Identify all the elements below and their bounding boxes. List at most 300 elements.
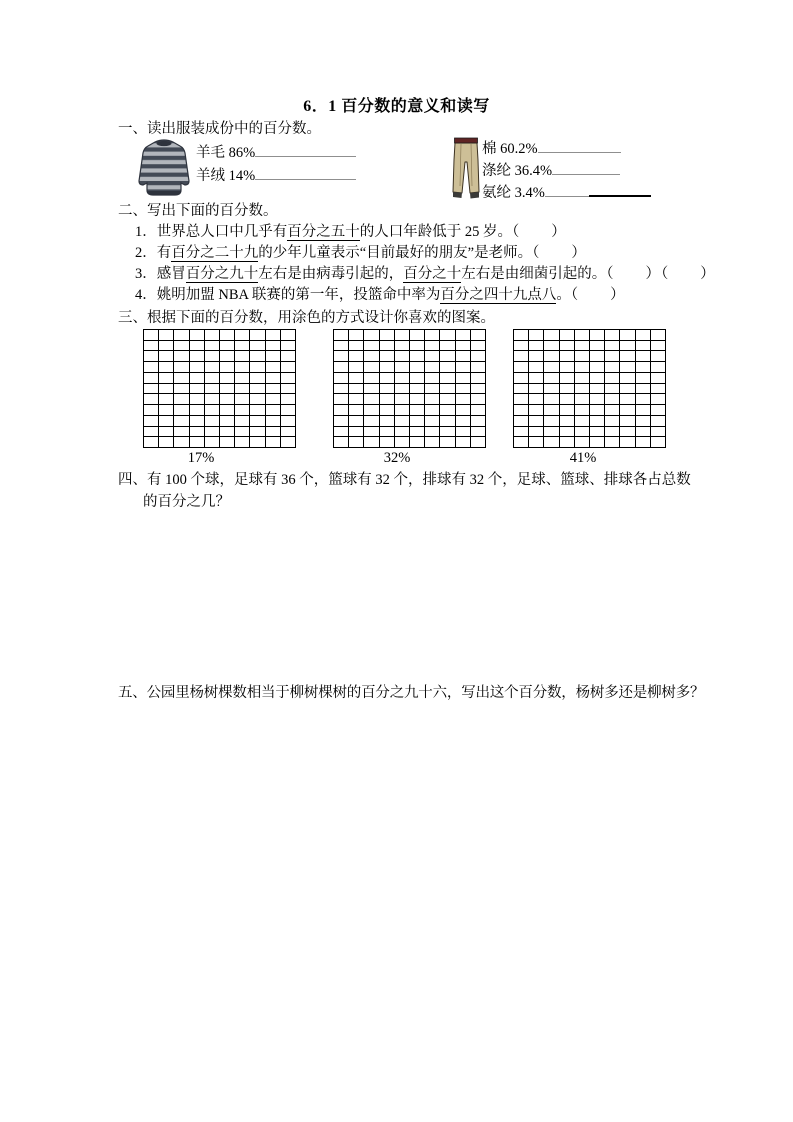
grid-cell[interactable] [560, 373, 575, 384]
grid-cell[interactable] [205, 362, 220, 373]
grid-cell[interactable] [560, 427, 575, 438]
grid-cell[interactable] [174, 416, 189, 427]
grid-cell[interactable] [529, 330, 544, 341]
grid-cell[interactable] [281, 341, 296, 352]
grid-cell[interactable] [544, 373, 559, 384]
grid-cell[interactable] [159, 351, 174, 362]
grid-cell[interactable] [250, 384, 265, 395]
grid-cell[interactable] [220, 351, 235, 362]
grid-cell[interactable] [205, 394, 220, 405]
grid-cell[interactable] [425, 427, 440, 438]
grid-cell[interactable] [620, 341, 635, 352]
grid-cell[interactable] [220, 373, 235, 384]
grid-cell[interactable] [605, 416, 620, 427]
grid-cell[interactable] [395, 362, 410, 373]
grid-cell[interactable] [349, 394, 364, 405]
grid-cell[interactable] [250, 437, 265, 448]
grid-cell[interactable] [281, 416, 296, 427]
grid-cell[interactable] [471, 437, 486, 448]
grid-cell[interactable] [560, 437, 575, 448]
grid-cell[interactable] [456, 427, 471, 438]
grid-cell[interactable] [250, 330, 265, 341]
grid-cell[interactable] [440, 341, 455, 352]
grid-cell[interactable] [174, 405, 189, 416]
grid-cell[interactable] [349, 362, 364, 373]
grid-cell[interactable] [425, 416, 440, 427]
grid-cell[interactable] [144, 373, 159, 384]
grid-cell[interactable] [440, 384, 455, 395]
grid-cell[interactable] [575, 394, 590, 405]
grid-cell[interactable] [620, 437, 635, 448]
grid-cell[interactable] [190, 351, 205, 362]
grid-cell[interactable] [190, 427, 205, 438]
grid-cell[interactable] [159, 416, 174, 427]
grid-cell[interactable] [349, 384, 364, 395]
grid-cell[interactable] [471, 416, 486, 427]
grid-cell[interactable] [190, 330, 205, 341]
grid-cell[interactable] [456, 384, 471, 395]
grid-cell[interactable] [590, 351, 605, 362]
grid-cell[interactable] [281, 330, 296, 341]
grid-cell[interactable] [575, 427, 590, 438]
grid-cell[interactable] [380, 427, 395, 438]
grid-cell[interactable] [235, 341, 250, 352]
grid-cell[interactable] [651, 427, 666, 438]
grid-cell[interactable] [590, 394, 605, 405]
grid-cell[interactable] [471, 373, 486, 384]
grid-cell[interactable] [159, 330, 174, 341]
grid-cell[interactable] [349, 330, 364, 341]
grid-cell[interactable] [440, 351, 455, 362]
grid-cell[interactable] [544, 427, 559, 438]
grid-cell[interactable] [425, 330, 440, 341]
grid-cell[interactable] [334, 437, 349, 448]
grid-cell[interactable] [456, 341, 471, 352]
grid-cell[interactable] [529, 373, 544, 384]
grid-cell[interactable] [425, 394, 440, 405]
grid-cell[interactable] [620, 351, 635, 362]
grid-cell[interactable] [349, 427, 364, 438]
grid-cell[interactable] [281, 394, 296, 405]
grid-cell[interactable] [514, 427, 529, 438]
answer-blank[interactable]: （ ） [512, 224, 567, 240]
grid-cell[interactable] [266, 384, 281, 395]
grid-cell[interactable] [174, 330, 189, 341]
grid-cell[interactable] [575, 416, 590, 427]
grid-cell[interactable] [410, 373, 425, 384]
grid-cell[interactable] [560, 416, 575, 427]
grid-cell[interactable] [410, 351, 425, 362]
grid-cell[interactable] [575, 437, 590, 448]
grid-cell[interactable] [334, 394, 349, 405]
grid-cell[interactable] [159, 405, 174, 416]
grid-cell[interactable] [651, 384, 666, 395]
grid-cell[interactable] [471, 427, 486, 438]
grid-cell[interactable] [364, 362, 379, 373]
grid-cell[interactable] [620, 330, 635, 341]
grid-cell[interactable] [266, 427, 281, 438]
grid-cell[interactable] [560, 330, 575, 341]
grid-cell[interactable] [605, 427, 620, 438]
grid-cell[interactable] [250, 427, 265, 438]
answer-underline[interactable] [255, 143, 356, 157]
grid-cell[interactable] [395, 394, 410, 405]
grid-cell[interactable] [235, 427, 250, 438]
grid-cell[interactable] [250, 416, 265, 427]
grid-cell[interactable] [380, 384, 395, 395]
grid-cell[interactable] [410, 437, 425, 448]
grid-cell[interactable] [220, 427, 235, 438]
grid-cell[interactable] [410, 341, 425, 352]
grid-cell[interactable] [364, 394, 379, 405]
grid-cell[interactable] [514, 384, 529, 395]
grid-cell[interactable] [349, 351, 364, 362]
grid-cell[interactable] [395, 384, 410, 395]
grid-cell[interactable] [575, 373, 590, 384]
grid-cell[interactable] [590, 427, 605, 438]
grid-cell[interactable] [235, 437, 250, 448]
grid-cell[interactable] [281, 362, 296, 373]
grid-cell[interactable] [590, 373, 605, 384]
grid-cell[interactable] [364, 330, 379, 341]
grid-cell[interactable] [636, 384, 651, 395]
grid-cell[interactable] [560, 351, 575, 362]
grid-cell[interactable] [425, 362, 440, 373]
answer-blank[interactable]: （ ）（ ） [606, 266, 716, 282]
grid-cell[interactable] [651, 437, 666, 448]
grid-cell[interactable] [590, 405, 605, 416]
grid-cell[interactable] [471, 341, 486, 352]
grid-cell[interactable] [590, 416, 605, 427]
grid-cell[interactable] [380, 373, 395, 384]
grid-cell[interactable] [281, 373, 296, 384]
grid-cell[interactable] [636, 427, 651, 438]
grid-cell[interactable] [205, 437, 220, 448]
grid-cell[interactable] [144, 351, 159, 362]
grid-cell[interactable] [620, 384, 635, 395]
grid-cell[interactable] [410, 362, 425, 373]
grid-cell[interactable] [620, 373, 635, 384]
grid-cell[interactable] [651, 362, 666, 373]
grid-cell[interactable] [159, 427, 174, 438]
grid-cell[interactable] [281, 351, 296, 362]
grid-cell[interactable] [410, 394, 425, 405]
grid-cell[interactable] [544, 416, 559, 427]
grid-cell[interactable] [651, 416, 666, 427]
grid-cell[interactable] [266, 394, 281, 405]
grid-cell[interactable] [235, 384, 250, 395]
answer-underline[interactable] [545, 183, 591, 197]
grid-cell[interactable] [456, 437, 471, 448]
grid-cell[interactable] [471, 384, 486, 395]
grid-cell[interactable] [456, 373, 471, 384]
grid-cell[interactable] [514, 341, 529, 352]
grid-cell[interactable] [380, 341, 395, 352]
grid-cell[interactable] [456, 351, 471, 362]
grid-cell[interactable] [575, 362, 590, 373]
grid-cell[interactable] [440, 427, 455, 438]
grid-cell[interactable] [529, 341, 544, 352]
grid-cell[interactable] [575, 341, 590, 352]
grid-cell[interactable] [205, 341, 220, 352]
grid-cell[interactable] [334, 362, 349, 373]
grid-cell[interactable] [250, 362, 265, 373]
grid-cell[interactable] [514, 394, 529, 405]
grid-cell[interactable] [605, 437, 620, 448]
grid-cell[interactable] [364, 384, 379, 395]
grid-cell[interactable] [380, 405, 395, 416]
grid-cell[interactable] [590, 437, 605, 448]
grid-cell[interactable] [636, 394, 651, 405]
grid-cell[interactable] [514, 330, 529, 341]
grid-cell[interactable] [471, 351, 486, 362]
grid-cell[interactable] [590, 362, 605, 373]
grid-cell[interactable] [364, 416, 379, 427]
grid-cell[interactable] [440, 416, 455, 427]
grid-cell[interactable] [174, 373, 189, 384]
grid-cell[interactable] [235, 373, 250, 384]
grid-cell[interactable] [605, 394, 620, 405]
grid-cell[interactable] [636, 373, 651, 384]
grid-cell[interactable] [590, 341, 605, 352]
grid-cell[interactable] [440, 394, 455, 405]
grid-cell[interactable] [529, 362, 544, 373]
grid-cell[interactable] [380, 416, 395, 427]
grid-cell[interactable] [651, 405, 666, 416]
grid-cell[interactable] [281, 384, 296, 395]
grid-cell[interactable] [651, 351, 666, 362]
grid-cell[interactable] [575, 384, 590, 395]
grid-cell[interactable] [636, 341, 651, 352]
grid-cell[interactable] [334, 405, 349, 416]
grid-cell[interactable] [440, 373, 455, 384]
grid-cell[interactable] [380, 394, 395, 405]
grid-cell[interactable] [281, 405, 296, 416]
grid-cell[interactable] [205, 416, 220, 427]
grid-cell[interactable] [620, 394, 635, 405]
grid-cell[interactable] [544, 341, 559, 352]
grid-cell[interactable] [250, 373, 265, 384]
grid-cell[interactable] [174, 427, 189, 438]
grid-cell[interactable] [395, 330, 410, 341]
grid-cell[interactable] [190, 384, 205, 395]
grid-cell[interactable] [174, 341, 189, 352]
grid-cell[interactable] [205, 373, 220, 384]
grid-cell[interactable] [575, 405, 590, 416]
grid-cell[interactable] [456, 330, 471, 341]
grid-cell[interactable] [529, 416, 544, 427]
grid-cell[interactable] [235, 362, 250, 373]
grid-cell[interactable] [514, 437, 529, 448]
grid-cell[interactable] [440, 330, 455, 341]
grid-cell[interactable] [235, 416, 250, 427]
grid-cell[interactable] [235, 330, 250, 341]
grid-cell[interactable] [190, 394, 205, 405]
grid-cell[interactable] [205, 405, 220, 416]
grid-cell[interactable] [334, 384, 349, 395]
grid-cell[interactable] [529, 351, 544, 362]
grid-cell[interactable] [636, 351, 651, 362]
grid-cell[interactable] [190, 405, 205, 416]
grid-cell[interactable] [514, 373, 529, 384]
grid-cell[interactable] [380, 437, 395, 448]
grid-cell[interactable] [190, 341, 205, 352]
grid-cell[interactable] [220, 330, 235, 341]
grid-cell[interactable] [159, 394, 174, 405]
grid-cell[interactable] [636, 437, 651, 448]
grid-cell[interactable] [440, 362, 455, 373]
grid-cell[interactable] [514, 405, 529, 416]
grid-cell[interactable] [334, 351, 349, 362]
grid-cell[interactable] [425, 373, 440, 384]
grid-cell[interactable] [144, 394, 159, 405]
grid-cell[interactable] [235, 394, 250, 405]
grid-cell[interactable] [144, 416, 159, 427]
grid-cell[interactable] [380, 351, 395, 362]
grid-cell[interactable] [205, 427, 220, 438]
grid-cell[interactable] [250, 341, 265, 352]
grid-cell[interactable] [425, 384, 440, 395]
grid-cell[interactable] [410, 384, 425, 395]
grid-cell[interactable] [440, 437, 455, 448]
grid-cell[interactable] [159, 341, 174, 352]
grid-cell[interactable] [349, 405, 364, 416]
grid-cell[interactable] [651, 394, 666, 405]
grid-cell[interactable] [560, 405, 575, 416]
grid-cell[interactable] [529, 437, 544, 448]
grid-cell[interactable] [281, 427, 296, 438]
grid-cell[interactable] [159, 384, 174, 395]
grid-cell[interactable] [590, 330, 605, 341]
grid-cell[interactable] [266, 362, 281, 373]
grid-cell[interactable] [620, 427, 635, 438]
grid-cell[interactable] [190, 373, 205, 384]
grid-cell[interactable] [544, 384, 559, 395]
grid-cell[interactable] [174, 394, 189, 405]
grid-cell[interactable] [144, 427, 159, 438]
grid-cell[interactable] [220, 341, 235, 352]
grid-cell[interactable] [174, 351, 189, 362]
grid-cell[interactable] [220, 394, 235, 405]
grid-cell[interactable] [575, 330, 590, 341]
grid-cell[interactable] [220, 405, 235, 416]
grid-cell[interactable] [364, 427, 379, 438]
answer-underline[interactable] [255, 166, 356, 180]
grid-cell[interactable] [425, 341, 440, 352]
grid-cell[interactable] [605, 362, 620, 373]
grid-cell[interactable] [605, 351, 620, 362]
grid-cell[interactable] [266, 341, 281, 352]
grid-cell[interactable] [544, 394, 559, 405]
grid-cell[interactable] [590, 384, 605, 395]
grid-cell[interactable] [144, 362, 159, 373]
grid-cell[interactable] [190, 362, 205, 373]
grid-cell[interactable] [395, 373, 410, 384]
answer-underline[interactable] [552, 161, 620, 175]
grid-cell[interactable] [636, 330, 651, 341]
grid-cell[interactable] [425, 405, 440, 416]
grid-cell[interactable] [250, 405, 265, 416]
grid-cell[interactable] [529, 405, 544, 416]
grid-cell[interactable] [174, 384, 189, 395]
grid-cell[interactable] [651, 330, 666, 341]
answer-underline[interactable] [589, 183, 651, 197]
grid-cell[interactable] [560, 394, 575, 405]
grid-cell[interactable] [235, 351, 250, 362]
grid-cell[interactable] [266, 351, 281, 362]
grid-cell[interactable] [605, 373, 620, 384]
grid-cell[interactable] [560, 341, 575, 352]
grid-cell[interactable] [380, 362, 395, 373]
grid-cell[interactable] [651, 341, 666, 352]
grid-cell[interactable] [266, 416, 281, 427]
grid-cell[interactable] [364, 405, 379, 416]
grid-cell[interactable] [266, 373, 281, 384]
grid-cell[interactable] [144, 384, 159, 395]
grid-cell[interactable] [250, 394, 265, 405]
grid-cell[interactable] [605, 341, 620, 352]
grid-cell[interactable] [456, 405, 471, 416]
grid-cell[interactable] [456, 394, 471, 405]
grid-cell[interactable] [529, 384, 544, 395]
grid-cell[interactable] [544, 405, 559, 416]
grid-cell[interactable] [159, 373, 174, 384]
grid-cell[interactable] [205, 384, 220, 395]
grid-cell[interactable] [605, 330, 620, 341]
grid-cell[interactable] [544, 330, 559, 341]
grid-cell[interactable] [266, 437, 281, 448]
grid-cell[interactable] [440, 405, 455, 416]
grid-cell[interactable] [425, 351, 440, 362]
grid-cell[interactable] [471, 394, 486, 405]
grid-cell[interactable] [395, 427, 410, 438]
grid-cell[interactable] [334, 373, 349, 384]
grid-cell[interactable] [334, 416, 349, 427]
grid-cell[interactable] [334, 427, 349, 438]
grid-cell[interactable] [159, 437, 174, 448]
grid-cell[interactable] [349, 341, 364, 352]
grid-cell[interactable] [544, 351, 559, 362]
grid-cell[interactable] [144, 405, 159, 416]
grid-cell[interactable] [575, 351, 590, 362]
grid-cell[interactable] [266, 405, 281, 416]
grid-cell[interactable] [544, 437, 559, 448]
grid-cell[interactable] [174, 437, 189, 448]
grid-cell[interactable] [220, 437, 235, 448]
grid-cell[interactable] [144, 341, 159, 352]
grid-cell[interactable] [636, 416, 651, 427]
answer-underline[interactable] [538, 139, 621, 153]
grid-cell[interactable] [560, 384, 575, 395]
grid-cell[interactable] [190, 416, 205, 427]
grid-cell[interactable] [220, 384, 235, 395]
grid-cell[interactable] [651, 373, 666, 384]
grid-cell[interactable] [620, 416, 635, 427]
grid-cell[interactable] [560, 362, 575, 373]
grid-cell[interactable] [395, 341, 410, 352]
grid-cell[interactable] [471, 330, 486, 341]
answer-blank[interactable]: （ ） [532, 245, 587, 261]
grid-cell[interactable] [410, 405, 425, 416]
grid-cell[interactable] [205, 351, 220, 362]
grid-cell[interactable] [395, 405, 410, 416]
grid-cell[interactable] [220, 416, 235, 427]
grid-cell[interactable] [205, 330, 220, 341]
grid-cell[interactable] [281, 437, 296, 448]
grid-cell[interactable] [514, 362, 529, 373]
grid-cell[interactable] [364, 351, 379, 362]
grid-cell[interactable] [220, 362, 235, 373]
